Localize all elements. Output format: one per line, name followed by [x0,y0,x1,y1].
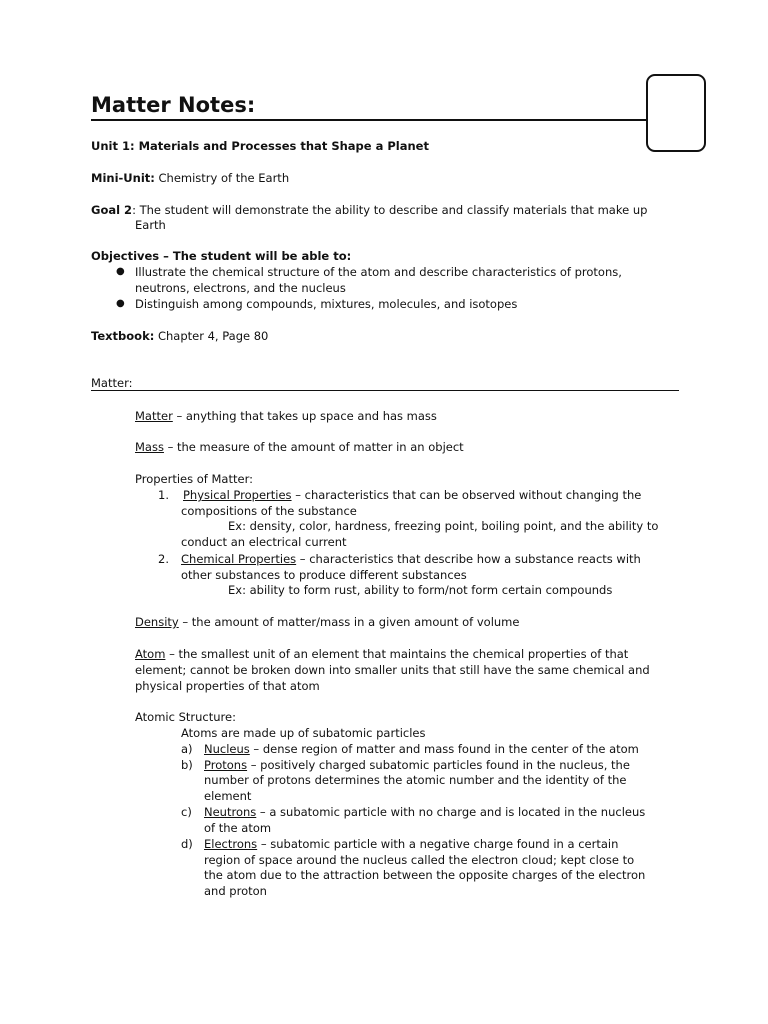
textbook-value: Chapter 4, Page 80 [154,329,269,343]
matter-section-heading: Matter: [91,376,133,390]
nucleus-line-1 [204,741,639,757]
list-number: 2. [158,552,169,566]
goal-line-2: Earth [135,218,166,232]
electrons-text: – subatomic particle with a negative charge found in a certain [257,837,619,851]
textbook-label: Textbook: [91,329,155,343]
term-physical-properties: Physical Properties [183,488,292,502]
corner-box [646,74,706,152]
density-definition [135,614,519,630]
atom-definition-line-2: element; cannot be broken down into smaller units that still have the same chemical and [135,663,650,677]
bullet-icon: ● [116,298,125,309]
atom-def-text: – the smallest unit of an element that maintains the chemical properties of that [165,647,629,661]
atomic-structure-intro: Atoms are made up of subatomic particles [181,726,426,740]
page-title: Matter Notes: [91,93,256,117]
properties-heading: Properties of Matter: [135,472,253,486]
term-matter: Matter [135,409,173,423]
textbook-line [91,328,268,344]
section-rule [91,390,679,391]
protons-line-2: number of protons determines the atomic number and the identity of the [204,773,627,787]
matter-definition [135,408,437,424]
term-mass: Mass [135,440,164,454]
physical-properties-line-2: compositions of the substance [181,504,357,518]
term-protons: Protons [204,758,248,772]
term-nucleus: Nucleus [204,742,250,756]
list-letter: a) [181,742,193,756]
neutrons-line-1 [204,804,645,820]
goal-label: Goal 2 [91,203,133,217]
mini-unit [91,170,289,186]
matter-def-text: – anything that takes up space and has mass [172,409,437,423]
mini-unit-value: Chemistry of the Earth [154,171,290,185]
goal-line-1 [91,202,647,218]
term-electrons: Electrons [204,837,258,851]
protons-line-3: element [204,789,252,803]
objective-1-line-1: Illustrate the chemical structure of the atom and describe characteristics of protons, [135,265,622,279]
chemical-properties-text: – characteristics that describe how a substance reacts with [296,552,641,566]
list-letter: d) [181,837,193,851]
bullet-icon: ● [116,266,125,277]
atom-definition-line-1 [135,646,628,662]
chemical-example: Ex: ability to form rust, ability to form/not form certain compounds [228,583,613,597]
term-density: Density [135,615,179,629]
mass-def-text: – the measure of the amount of matter in an object [163,440,464,454]
physical-example-line-1: Ex: density, color, hardness, freezing point, boiling point, and the ability to [228,519,659,533]
nucleus-text: – dense region of matter and mass found in the center of the atom [249,742,639,756]
objective-1-line-2: neutrons, electrons, and the nucleus [135,281,346,295]
physical-properties-text: – characteristics that can be observed without changing the [291,488,642,502]
mini-unit-label: Mini-Unit: [91,171,155,185]
goal-text: : The student will demonstrate the ability to describe and classify materials that make up [132,203,648,217]
electrons-line-4: and proton [204,884,267,898]
protons-text: – positively charged subatomic particles found in the nucleus, the [247,758,630,772]
physical-example-line-2: conduct an electrical current [181,535,347,549]
objectives-heading: Objectives – The student will be able to: [91,249,352,263]
unit-heading: Unit 1: Materials and Processes that Shape a Planet [91,139,429,153]
list-letter: c) [181,805,192,819]
electrons-line-3: the atom due to the attraction between the opposite charges of the electron [204,868,646,882]
physical-properties-line-1 [183,487,641,503]
term-atom: Atom [135,647,166,661]
title-underline [91,119,647,121]
chemical-properties-line-2: other substances to produce different substances [181,568,467,582]
list-letter: b) [181,758,193,772]
list-number: 1. [158,488,169,502]
density-def-text: – the amount of matter/mass in a given amount of volume [178,615,520,629]
neutrons-text: – a subatomic particle with no charge and is located in the nucleus [256,805,646,819]
chemical-properties-line-1 [181,551,641,567]
term-chemical-properties: Chemical Properties [181,552,297,566]
protons-line-1 [204,757,630,773]
neutrons-line-2: of the atom [204,821,272,835]
term-neutrons: Neutrons [204,805,257,819]
atomic-structure-heading: Atomic Structure: [135,710,236,724]
electrons-line-1 [204,836,618,852]
atom-definition-line-3: physical properties of that atom [135,679,320,693]
mass-definition [135,439,464,455]
electrons-line-2: region of space around the nucleus called the electron cloud; kept close to [204,853,635,867]
objective-2: Distinguish among compounds, mixtures, molecules, and isotopes [135,297,518,311]
